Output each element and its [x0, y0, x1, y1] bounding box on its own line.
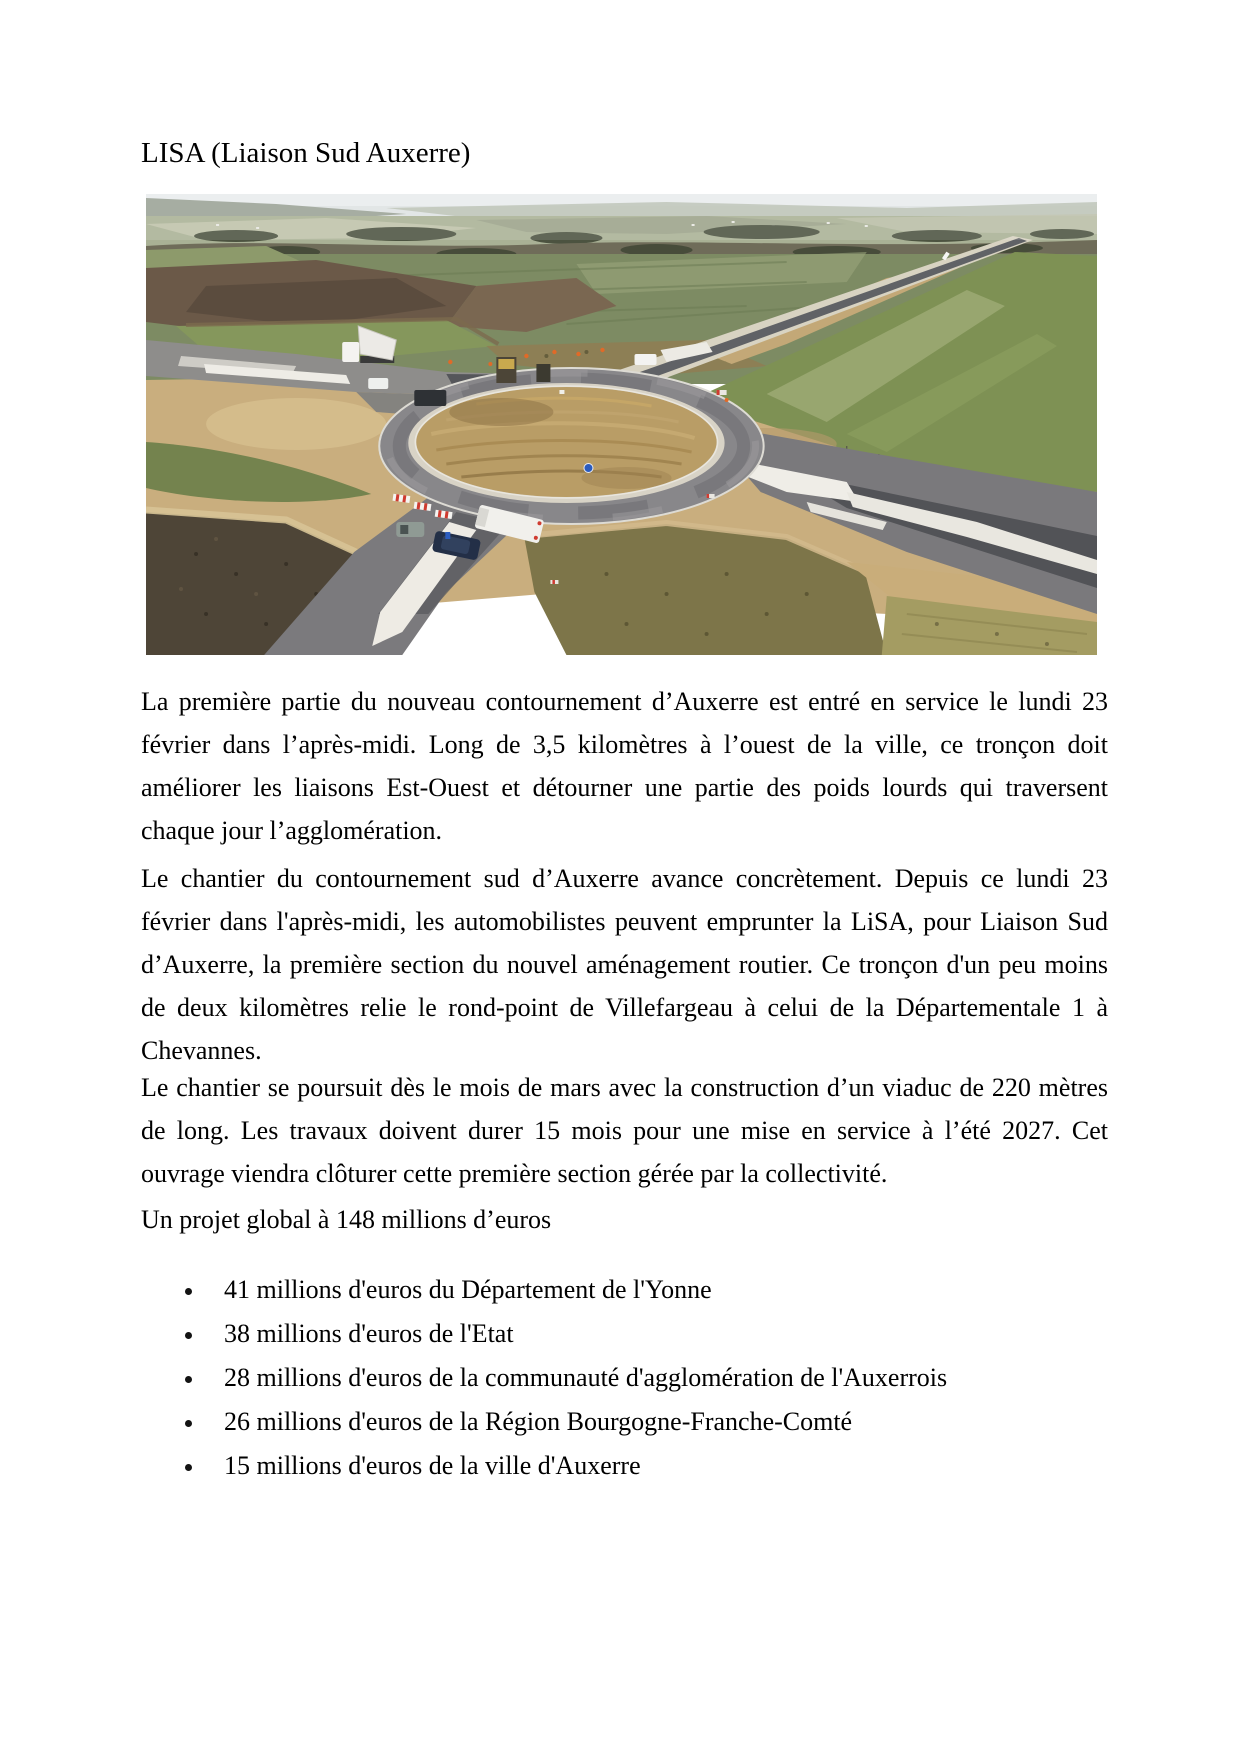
- paragraph-chantier: Le chantier du contournement sud d’Auxerre avance concrètement. Depuis ce lundi 23 février dans l'après-midi, les automobilistes peuvent emprunter la LiSA, pour Liaison Sud d’Auxerre, la première section du nouvel aménagement routier. Ce tronçon d'un peu moins de deux kilomètres relie le rond-point de Villefargeau à celui de la Départementale 1 à Chevannes.: [141, 864, 1108, 1065]
- funding-list: [141, 1268, 1108, 1488]
- aerial-photo: [146, 194, 1097, 655]
- funding-item-etat: 38 millions d'euros de l'Etat: [141, 1312, 1108, 1356]
- white-van: [635, 354, 657, 365]
- funding-item-region: 26 millions d'euros de la Région Bourgogne-Franche-Comté: [141, 1400, 1108, 1444]
- dark-van: [414, 390, 446, 406]
- paragraph-viaduc: Le chantier se poursuit dès le mois de mars avec la construction d’un viaduc de 220 mètres de long. Les travaux doivent durer 15 mois pour une mise en service à l’été 2027. Cet ouvrage viendra clôturer cette première section gérée par la collectivité.: [141, 1073, 1108, 1188]
- island-white-sign: [559, 390, 564, 394]
- funding-item-ville: 15 millions d'euros de la ville d'Auxerre: [141, 1444, 1108, 1488]
- aerial-photo-roundabout-illustration: [146, 194, 1097, 655]
- paragraph-opening: La première partie du nouveau contournement d’Auxerre est entré en service le lundi 23 février dans l’après-midi. Long de 3,5 kilomètres à l’ouest de la ville, ce tronçon doit améliorer les liaisons Est-Ouest et détourner une partie des poids lourds qui traversent chaque jour l’agglomération.: [141, 687, 1108, 845]
- roundabout-blue-sign: [584, 464, 593, 473]
- photo-haze: [146, 194, 1097, 240]
- project-total-line: Un projet global à 148 millions d’euros: [141, 1205, 552, 1234]
- page-title: LISA (Liaison Sud Auxerre): [141, 137, 471, 169]
- keep-right-sign: [445, 532, 450, 539]
- funding-item-yonne: 41 millions d'euros du Département de l'Yonne: [141, 1268, 1108, 1312]
- funding-item-agglomeration: 28 millions d'euros de la communauté d'agglomération de l'Auxerrois: [141, 1356, 1108, 1400]
